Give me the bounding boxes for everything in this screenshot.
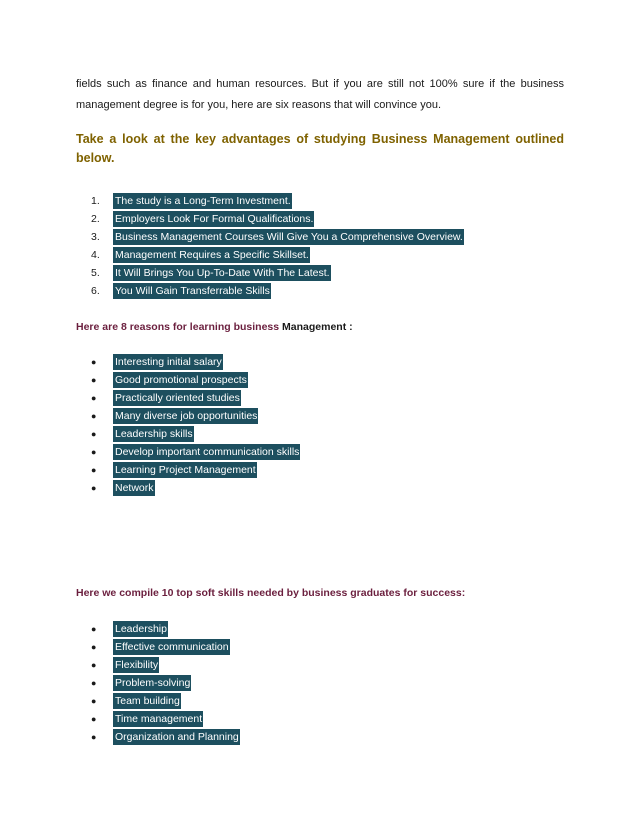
list-item — [91, 656, 240, 674]
list-item — [91, 264, 464, 282]
bullet-icon: ● — [91, 714, 97, 724]
bullet-icon: ● — [91, 357, 97, 367]
list-item-text: Organization and Planning — [115, 731, 239, 743]
list-item-text: Team building — [115, 695, 180, 707]
bullet-icon: ● — [91, 393, 97, 403]
list-number: 5. — [91, 267, 100, 279]
list-item — [91, 692, 240, 710]
list-item — [91, 638, 240, 656]
list-item-text: Many diverse job opportunities — [115, 410, 258, 422]
list-item — [91, 674, 240, 692]
list-item-text: Good promotional prospects — [115, 374, 247, 386]
list-item-text: Management Requires a Specific Skillset. — [115, 249, 309, 261]
reasons-heading-accent: Here are 8 reasons for learning business — [76, 321, 280, 333]
list-item-text: Business Management Courses Will Give You a Comprehensive Overview. — [115, 231, 463, 243]
list-item-text: Time management — [115, 713, 203, 725]
bullet-icon: ● — [91, 375, 97, 385]
list-item-text: Learning Project Management — [115, 464, 256, 476]
bullet-icon: ● — [91, 678, 97, 688]
list-item — [91, 353, 300, 371]
list-item — [91, 620, 240, 638]
reasons-list — [91, 353, 300, 497]
list-item-text: Problem-solving — [115, 677, 191, 689]
list-item-text: Leadership — [115, 623, 167, 635]
list-item — [91, 728, 240, 746]
list-item-text: Employers Look For Formal Qualifications. — [115, 213, 314, 225]
list-item — [91, 479, 300, 497]
list-item — [91, 371, 300, 389]
list-item-text: Effective communication — [115, 641, 229, 653]
bullet-icon: ● — [91, 483, 97, 493]
list-item-text: Flexibility — [115, 659, 159, 671]
list-item-text: You Will Gain Transferrable Skills — [115, 285, 270, 297]
list-item — [91, 246, 464, 264]
bullet-icon: ● — [91, 447, 97, 457]
reasons-heading-plain: Management : — [279, 321, 353, 333]
list-item — [91, 425, 300, 443]
bullet-icon: ● — [91, 696, 97, 706]
list-item — [91, 407, 300, 425]
list-item-text: The study is a Long-Term Investment. — [115, 195, 291, 207]
list-item — [91, 192, 464, 210]
bullet-icon: ● — [91, 411, 97, 421]
list-number: 4. — [91, 249, 100, 261]
list-item-text: It Will Brings You Up-To-Date With The Latest. — [115, 267, 330, 279]
list-item — [91, 282, 464, 300]
list-number: 2. — [91, 213, 100, 225]
skills-heading-text: Here we compile 10 top soft skills needed by business graduates for success: — [76, 587, 466, 599]
intro-paragraph: fields such as finance and human resources. But if you are still not 100% sure if the business management degree is for you, here are six reasons that will convince you. — [76, 78, 564, 111]
list-item-text: Leadership skills — [115, 428, 193, 440]
list-item — [91, 710, 240, 728]
list-item — [91, 461, 300, 479]
list-number: 3. — [91, 231, 100, 243]
list-number: 1. — [91, 195, 100, 207]
list-item-text: Network — [115, 482, 154, 494]
bullet-icon: ● — [91, 465, 97, 475]
list-item — [91, 228, 464, 246]
list-item — [91, 389, 300, 407]
list-item-text: Interesting initial salary — [115, 356, 222, 368]
skills-list — [91, 620, 240, 746]
advantages-list — [91, 192, 464, 300]
list-item-text: Practically oriented studies — [115, 392, 240, 404]
bullet-icon: ● — [91, 642, 97, 652]
skills-heading — [76, 587, 465, 599]
list-item — [91, 443, 300, 461]
list-number: 6. — [91, 285, 100, 297]
reasons-heading — [76, 321, 353, 333]
bullet-icon: ● — [91, 624, 97, 634]
list-item-text: Develop important communication skills — [115, 446, 300, 458]
bullet-icon: ● — [91, 429, 97, 439]
bullet-icon: ● — [91, 660, 97, 670]
advantages-heading: Take a look at the key advantages of studying Business Management outlined below. — [76, 132, 564, 165]
bullet-icon: ● — [91, 732, 97, 742]
list-item — [91, 210, 464, 228]
